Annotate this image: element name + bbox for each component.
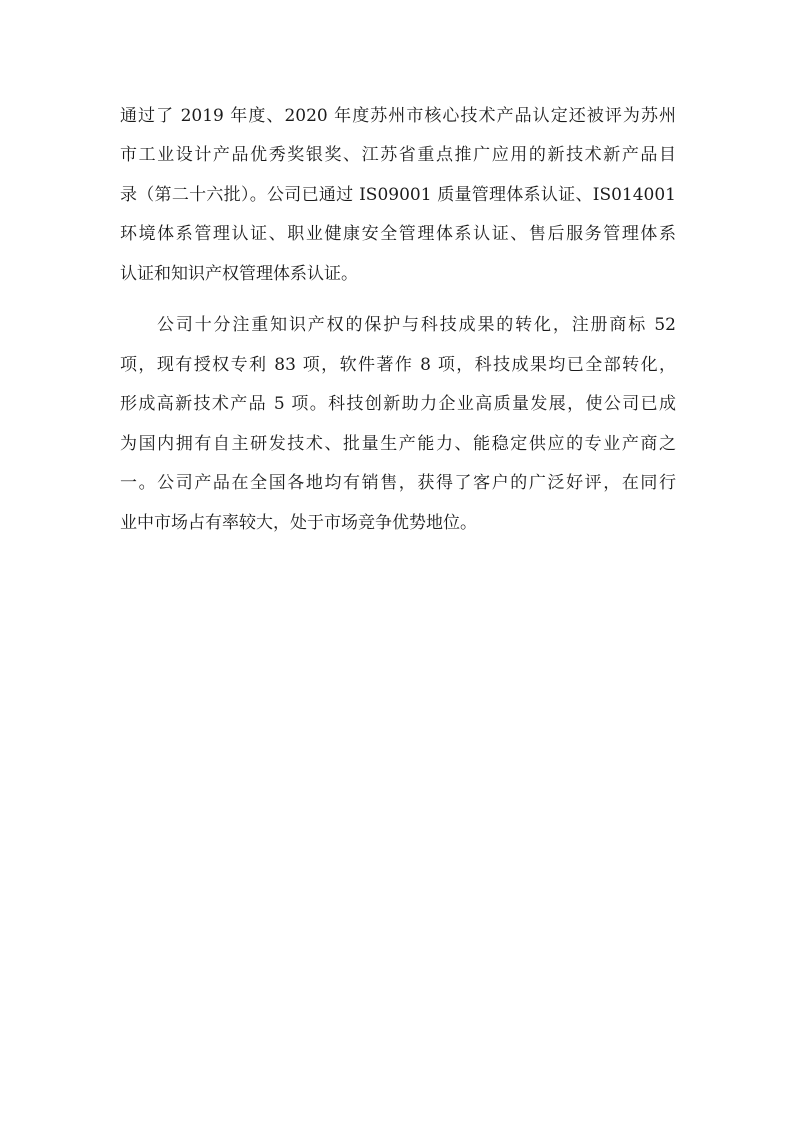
paragraph-1-line-5: 认证和知识产权管理体系认证。	[120, 264, 358, 284]
paragraph-2-line-4: 为国内拥有自主研发技术、批量生产能力、能稳定供应的专业产商之	[120, 434, 676, 454]
paragraph-2-line-1: 公司十分注重知识产权的保护与科技成果的转化，注册商标 52	[157, 315, 676, 335]
paragraph-2-line-3: 形成高新技术产品 5 项。科技创新助力企业高质量发展，使公司已成	[120, 394, 676, 414]
paragraph-1-line-4: 环境体系管理认证、职业健康安全管理体系认证、售后服务管理体系	[120, 224, 676, 244]
paragraph-2-line-6: 业中市场占有率较大，处于市场竞争优势地位。	[120, 513, 477, 533]
paragraph-2-line-5: 一。公司产品在全国各地均有销售，获得了客户的广泛好评，在同行	[120, 473, 676, 493]
paragraph-1-line-3: 录（第二十六批）。公司已通过 IS09001 质量管理体系认证、IS014001	[120, 185, 676, 205]
paragraph-1-line-1: 通过了 2019 年度、2020 年度苏州市核心技术产品认定还被评为苏州	[120, 106, 676, 126]
paragraph-2-line-2: 项，现有授权专利 83 项，软件著作 8 项，科技成果均已全部转化，	[120, 355, 676, 375]
paragraph-1-line-2: 市工业设计产品优秀奖银奖、江苏省重点推广应用的新技术新产品目	[120, 145, 676, 165]
